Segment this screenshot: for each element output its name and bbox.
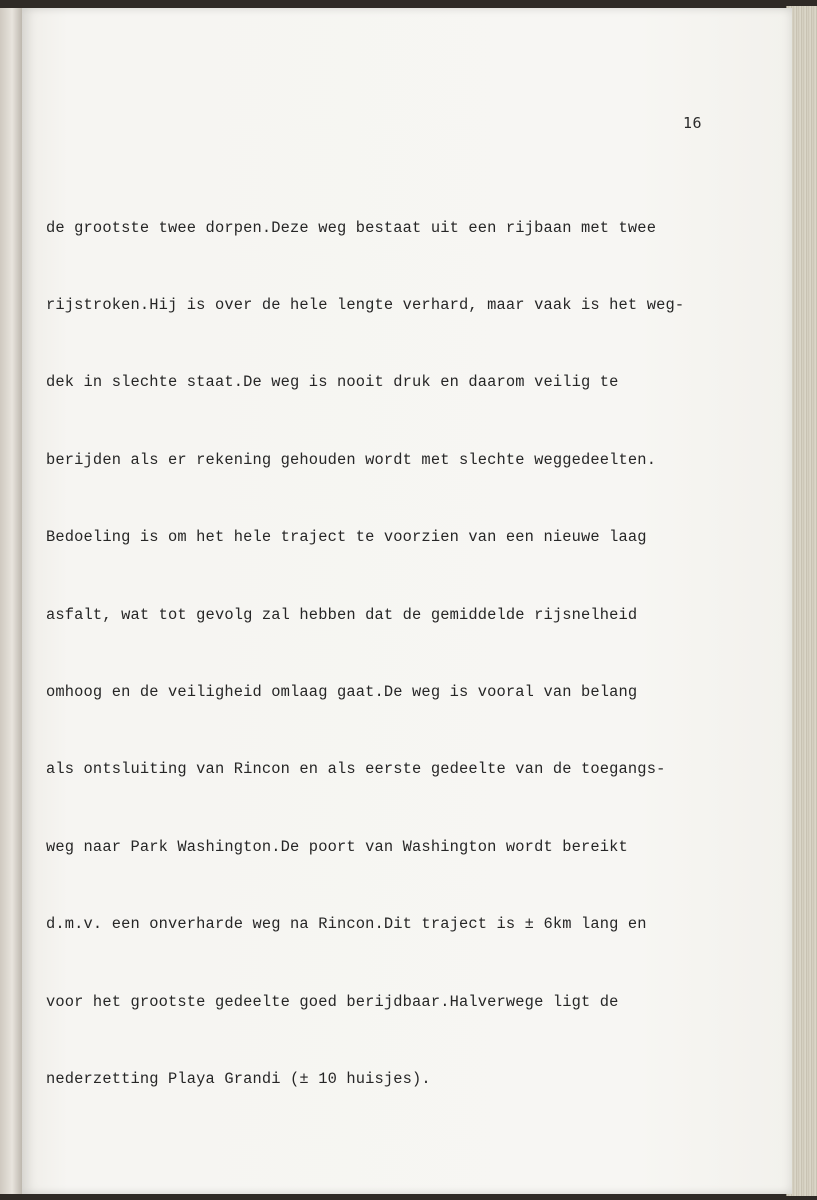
body-paragraph	[46, 164, 746, 1144]
text-line: rijstroken.Hij is over de hele lengte verhard, maar vaak is het weg-	[46, 295, 685, 314]
text-line: berijden als er rekening gehouden wordt met slechte weggedeelten.	[46, 450, 657, 469]
text-line: dek in slechte staat.De weg is nooit druk en daarom veilig te	[46, 373, 619, 392]
text-line: Bedoeling is om het hele traject te voorzien van een nieuwe laag	[46, 528, 647, 547]
text-line: asfalt, wat tot gevolg zal hebben dat de gemiddelde rijsnelheid	[46, 605, 638, 624]
text-line: omhoog en de veiligheid omlaag gaat.De weg is vooral van belang	[46, 682, 638, 701]
text-line: d.m.v. een onverharde weg na Rincon.Dit traject is ± 6km lang en	[46, 915, 647, 934]
document-page	[22, 8, 792, 1194]
text-line: weg naar Park Washington.De poort van Washington wordt bereikt	[46, 837, 628, 856]
text-line: de grootste twee dorpen.Deze weg bestaat uit een rijbaan met twee	[46, 218, 657, 237]
left-page-edge	[0, 8, 23, 1194]
text-line: als ontsluiting van Rincon en als eerste gedeelte van de toegangs-	[46, 760, 666, 779]
text-line: voor het grootste gedeelte goed berijdbaar.Halverwege ligt de	[46, 992, 619, 1011]
text-line: nederzetting Playa Grandi (± 10 huisjes).	[46, 1069, 431, 1088]
page-number: 16	[683, 114, 703, 132]
